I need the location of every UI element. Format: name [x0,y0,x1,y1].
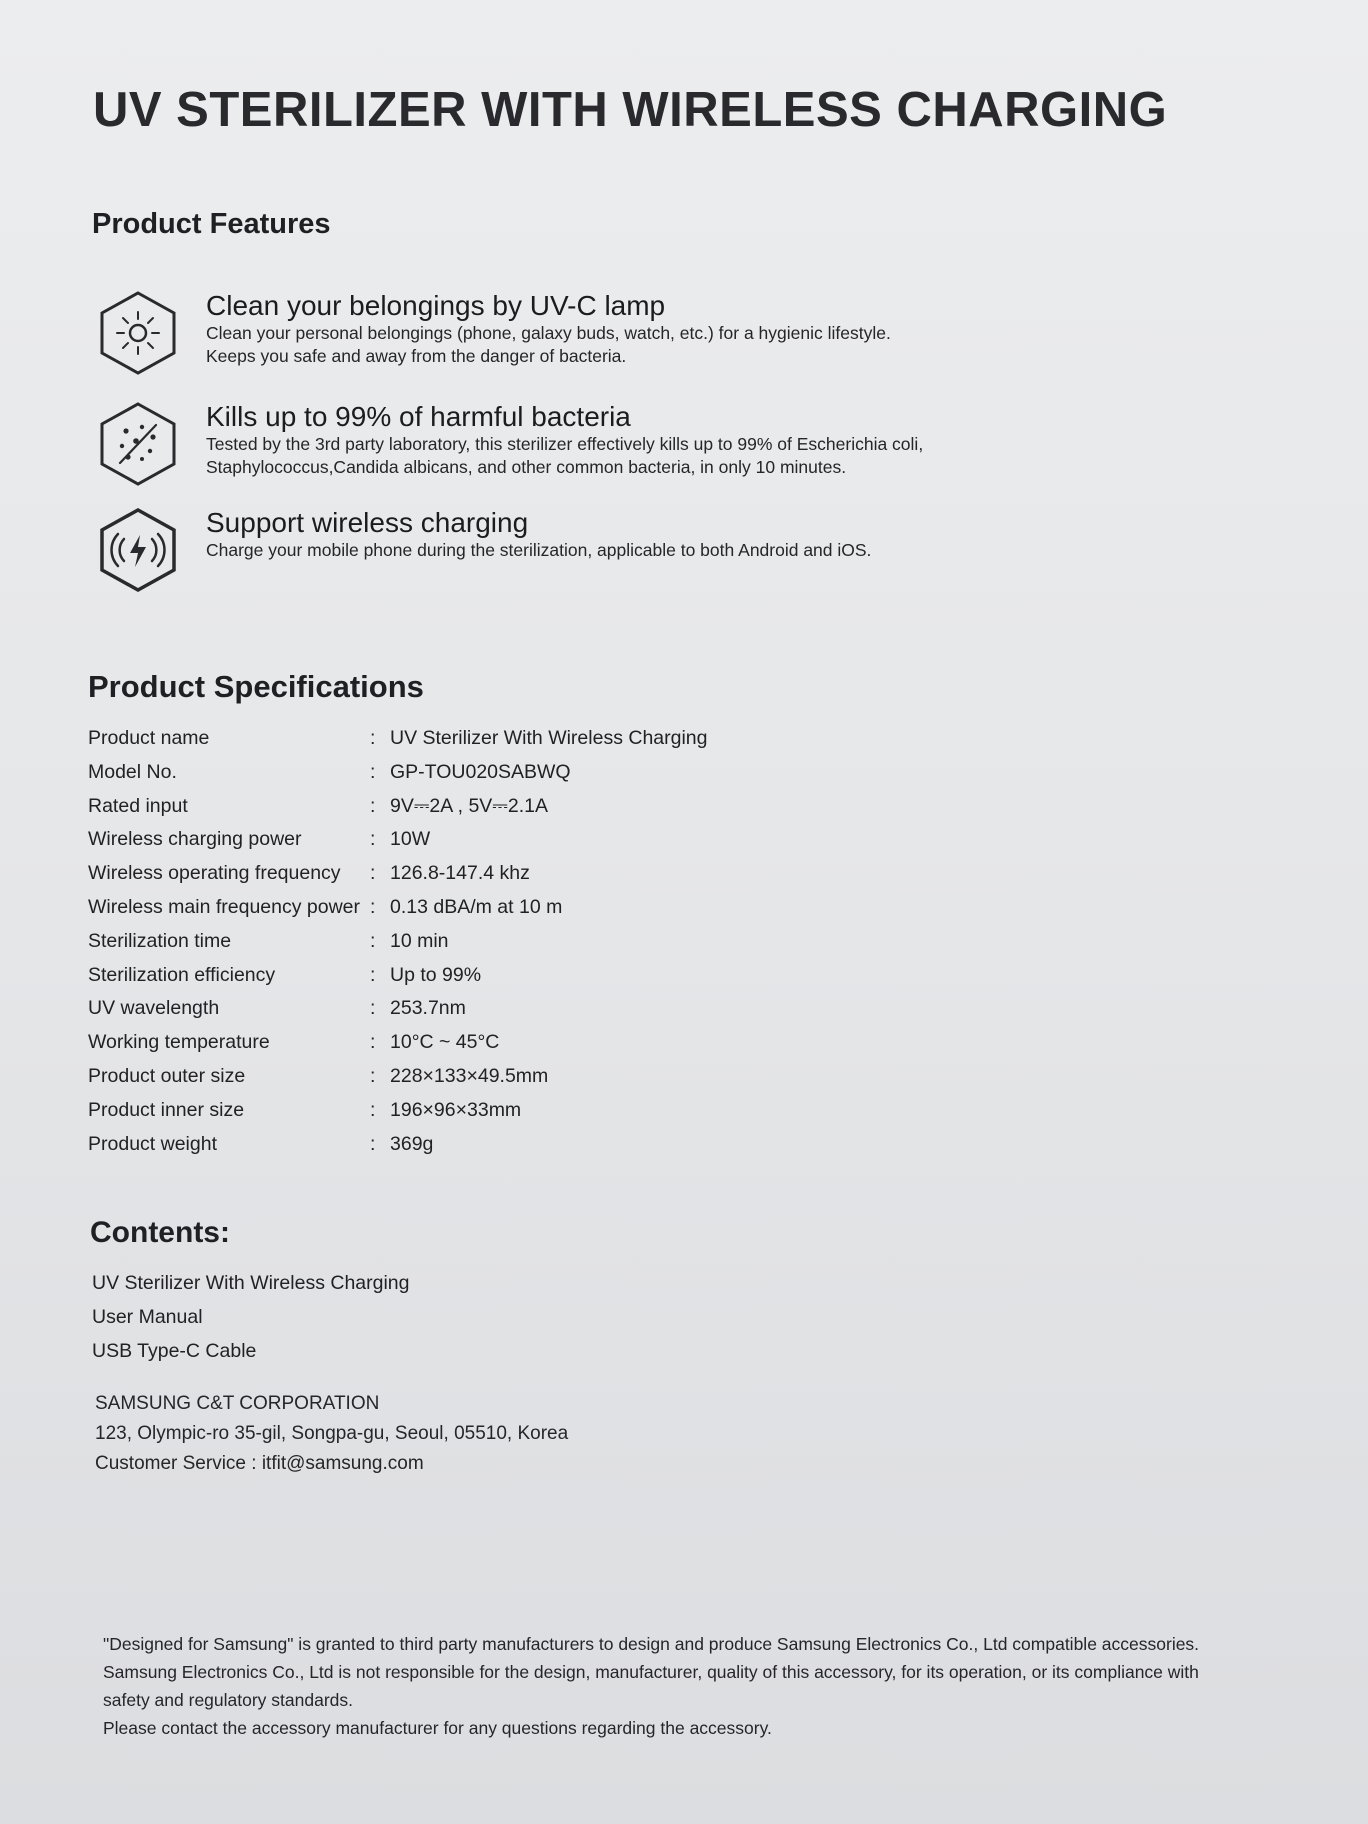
feature-desc-line: Keeps you safe and away from the danger of bacteria. [206,346,627,366]
spec-row [88,857,788,891]
spec-row [88,722,788,756]
spec-label: Product outer size [88,1064,246,1087]
disclaimer-line: Please contact the accessory manufacturer for any questions regarding the accessory. [103,1718,772,1738]
feature-desc-line: Clean your personal belongings (phone, galaxy buds, watch, etc.) for a hygienic lifestyle. [206,323,891,343]
spec-row [88,891,788,925]
disclaimer-line: "Designed for Samsung" is granted to third party manufacturers to design and produce Samsung Electronics Co., Ltd compatible accessories. [103,1634,1200,1654]
spec-row [88,1128,788,1162]
spec-value: GP-TOU020SABWQ [390,760,571,783]
contents-item: UV Sterilizer With Wireless Charging [92,1272,410,1294]
company-name: SAMSUNG C&T CORPORATION [95,1393,380,1414]
spec-separator: : [370,1031,376,1054]
spec-label: Sterilization time [88,929,232,952]
spec-label: Wireless main frequency power [88,895,361,918]
page-title: UV STERILIZER WITH WIRELESS CHARGING [93,83,1168,137]
spec-separator: : [370,963,376,986]
feature-wireless-charging [98,507,1098,597]
spec-label: Product weight [88,1132,217,1155]
specs-table [88,722,788,1161]
spec-separator: : [370,828,376,851]
bacteria-icon [98,401,178,487]
spec-value: 10W [390,828,431,851]
customer-service: Customer Service : itfit@samsung.com [95,1453,424,1474]
spec-value: 126.8-147.4 khz [390,862,530,885]
spec-value: 253.7nm [390,997,466,1020]
spec-value: 10 min [390,929,449,952]
disclaimer [103,1630,1303,1742]
contents-list [92,1266,410,1368]
spec-row [88,925,788,959]
spec-separator: : [370,997,376,1020]
spec-value: 196×96×33mm [390,1098,522,1121]
feature-desc-line: Tested by the 3rd party laboratory, this sterilizer effectively kills up to 99% of Escherichia coli, [206,434,924,454]
spec-label: Model No. [88,760,177,783]
feature-title: Kills up to 99% of harmful bacteria [206,401,631,432]
feature-bacteria [98,401,1098,491]
spec-separator: : [370,1132,376,1155]
feature-text [206,507,1086,562]
contents-heading: Contents: [90,1216,230,1249]
spec-label: Sterilization efficiency [88,963,276,986]
disclaimer-line: Samsung Electronics Co., Ltd is not responsible for the design, manufacturer, quality of this accessory, for its operation, or its compliance with [103,1662,1199,1682]
spec-row [88,790,788,824]
uv-lamp-icon [98,290,178,376]
specs-heading: Product Specifications [88,669,424,704]
spec-row [88,1060,788,1094]
wireless-charging-icon [98,507,178,593]
spec-value: 10°C ~ 45°C [390,1031,500,1054]
spec-value: 9V⎓2A , 5V⎓2.1A [390,794,548,817]
spec-label: Wireless operating frequency [88,862,341,885]
spec-separator: : [370,1064,376,1087]
company-address: 123, Olympic-ro 35-gil, Songpa-gu, Seoul, 05510, Korea [95,1423,569,1444]
spec-separator: : [370,929,376,952]
disclaimer-line: safety and regulatory standards. [103,1690,354,1710]
features-heading: Product Features [92,208,331,240]
company-info [95,1389,568,1479]
spec-separator: : [370,895,376,918]
spec-separator: : [370,862,376,885]
spec-label: Working temperature [88,1031,270,1054]
feature-desc-line: Charge your mobile phone during the sterilization, applicable to both Android and iOS. [206,540,872,560]
spec-separator: : [370,727,376,749]
contents-item: User Manual [92,1306,203,1328]
feature-uv-lamp [98,290,1098,380]
spec-label: Rated input [88,794,188,817]
spec-value: 369g [390,1132,434,1155]
feature-desc-line: Staphylococcus,Candida albicans, and other common bacteria, in only 10 minutes. [206,457,847,477]
contents-item: USB Type-C Cable [92,1340,257,1362]
spec-row [88,1094,788,1128]
spec-row [88,756,788,790]
feature-title: Clean your belongings by UV-C lamp [206,290,666,321]
spec-label: UV wavelength [88,997,220,1020]
spec-value: 228×133×49.5mm [390,1064,549,1087]
spec-row [88,823,788,857]
spec-row [88,959,788,993]
spec-separator: : [370,1098,376,1121]
spec-label: Product inner size [88,1098,245,1121]
spec-label: Wireless charging power [88,828,302,851]
feature-title: Support wireless charging [206,507,529,538]
spec-separator: : [370,760,376,783]
feature-text [206,401,1086,479]
feature-text [206,290,1086,368]
spec-row [88,1026,788,1060]
spec-label: Product name [88,727,210,749]
spec-separator: : [370,794,376,817]
spec-value: Up to 99% [390,963,482,986]
spec-value: UV Sterilizer With Wireless Charging [390,727,708,749]
spec-value: 0.13 dBA/m at 10 m [390,895,563,918]
spec-row [88,992,788,1026]
